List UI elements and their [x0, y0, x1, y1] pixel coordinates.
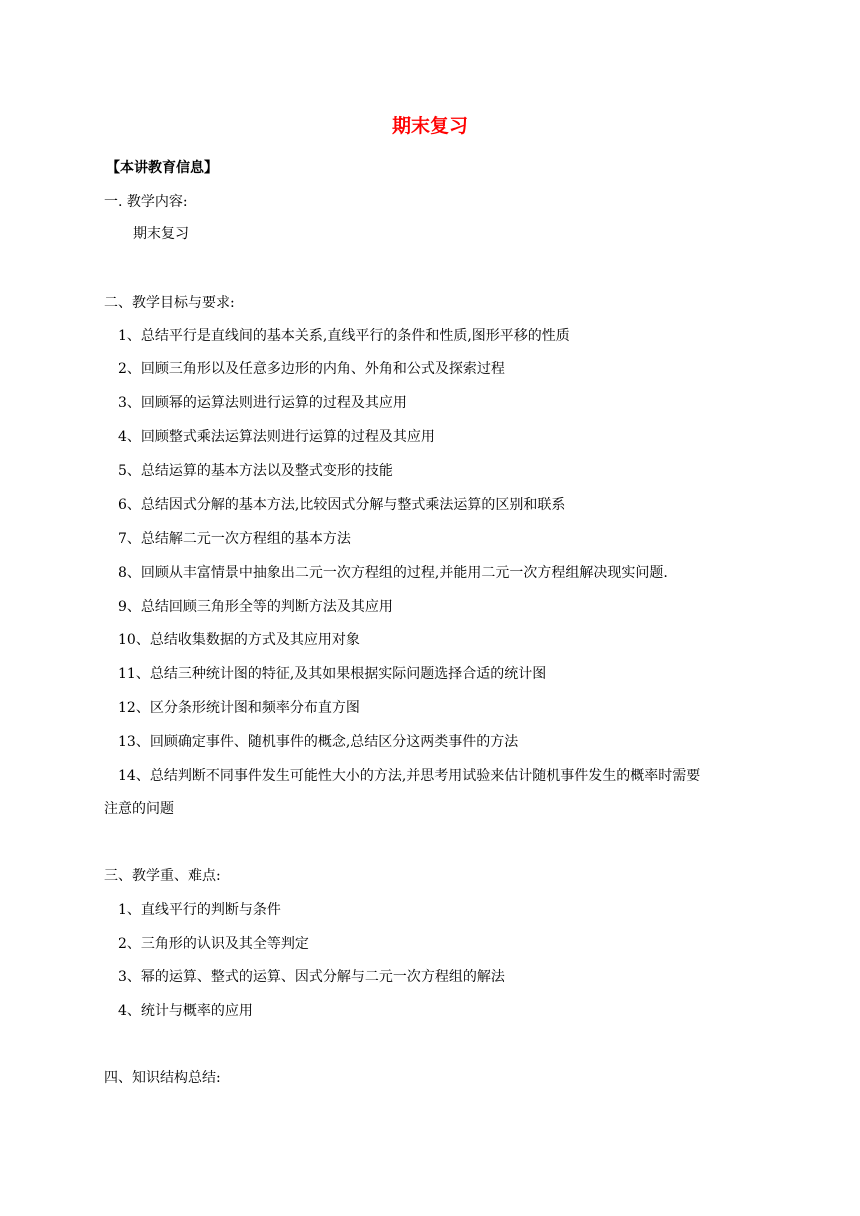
goal-item: 4、回顾整式乘法运算法则进行运算的过程及其应用: [118, 429, 435, 445]
page-title: 期末复习: [391, 115, 468, 137]
goal-item: 5、总结运算的基本方法以及整式变形的技能: [118, 463, 393, 479]
key-point-item: 4、统计与概率的应用: [118, 1003, 253, 1019]
key-point-item: 2、三角形的认识及其全等判定: [118, 936, 309, 952]
goal-item-continuation: 注意的问题: [104, 801, 174, 817]
section-heading-goals: 二、教学目标与要求:: [104, 295, 235, 311]
goal-item: 8、回顾从丰富情景中抽象出二元一次方程组的过程,并能用二元一次方程组解决现实问题.: [118, 565, 668, 581]
section-heading-key-points: 三、教学重、难点:: [104, 868, 221, 884]
key-point-item: 1、直线平行的判断与条件: [118, 902, 281, 918]
goal-item: 12、区分条形统计图和频率分布直方图: [118, 700, 360, 716]
section-heading-content: 一. 教学内容:: [104, 194, 188, 210]
goal-item: 7、总结解二元一次方程组的基本方法: [118, 531, 351, 547]
goal-item: 1、总结平行是直线间的基本关系,直线平行的条件和性质,图形平移的性质: [118, 328, 570, 344]
goal-item: 9、总结回顾三角形全等的判断方法及其应用: [118, 599, 393, 615]
goal-item: 10、总结收集数据的方式及其应用对象: [118, 632, 360, 648]
section-content-text: 期末复习: [133, 226, 189, 242]
goal-item: 11、总结三种统计图的特征,及其如果根据实际问题选择合适的统计图: [118, 666, 547, 682]
goal-item: 6、总结因式分解的基本方法,比较因式分解与整式乘法运算的区别和联系: [118, 497, 566, 513]
goal-item: 14、总结判断不同事件发生可能性大小的方法,并思考用试验来估计随机事件发生的概率时需要: [118, 768, 701, 784]
info-heading: 【本讲教育信息】: [106, 160, 218, 176]
key-point-item: 3、幂的运算、整式的运算、因式分解与二元一次方程组的解法: [118, 969, 505, 985]
goal-item: 3、回顾幂的运算法则进行运算的过程及其应用: [118, 395, 407, 411]
goal-item: 2、回顾三角形以及任意多边形的内角、外角和公式及探索过程: [118, 361, 505, 377]
section-heading-knowledge-structure: 四、知识结构总结:: [104, 1070, 221, 1086]
goal-item: 13、回顾确定事件、随机事件的概念,总结区分这两类事件的方法: [118, 734, 519, 750]
